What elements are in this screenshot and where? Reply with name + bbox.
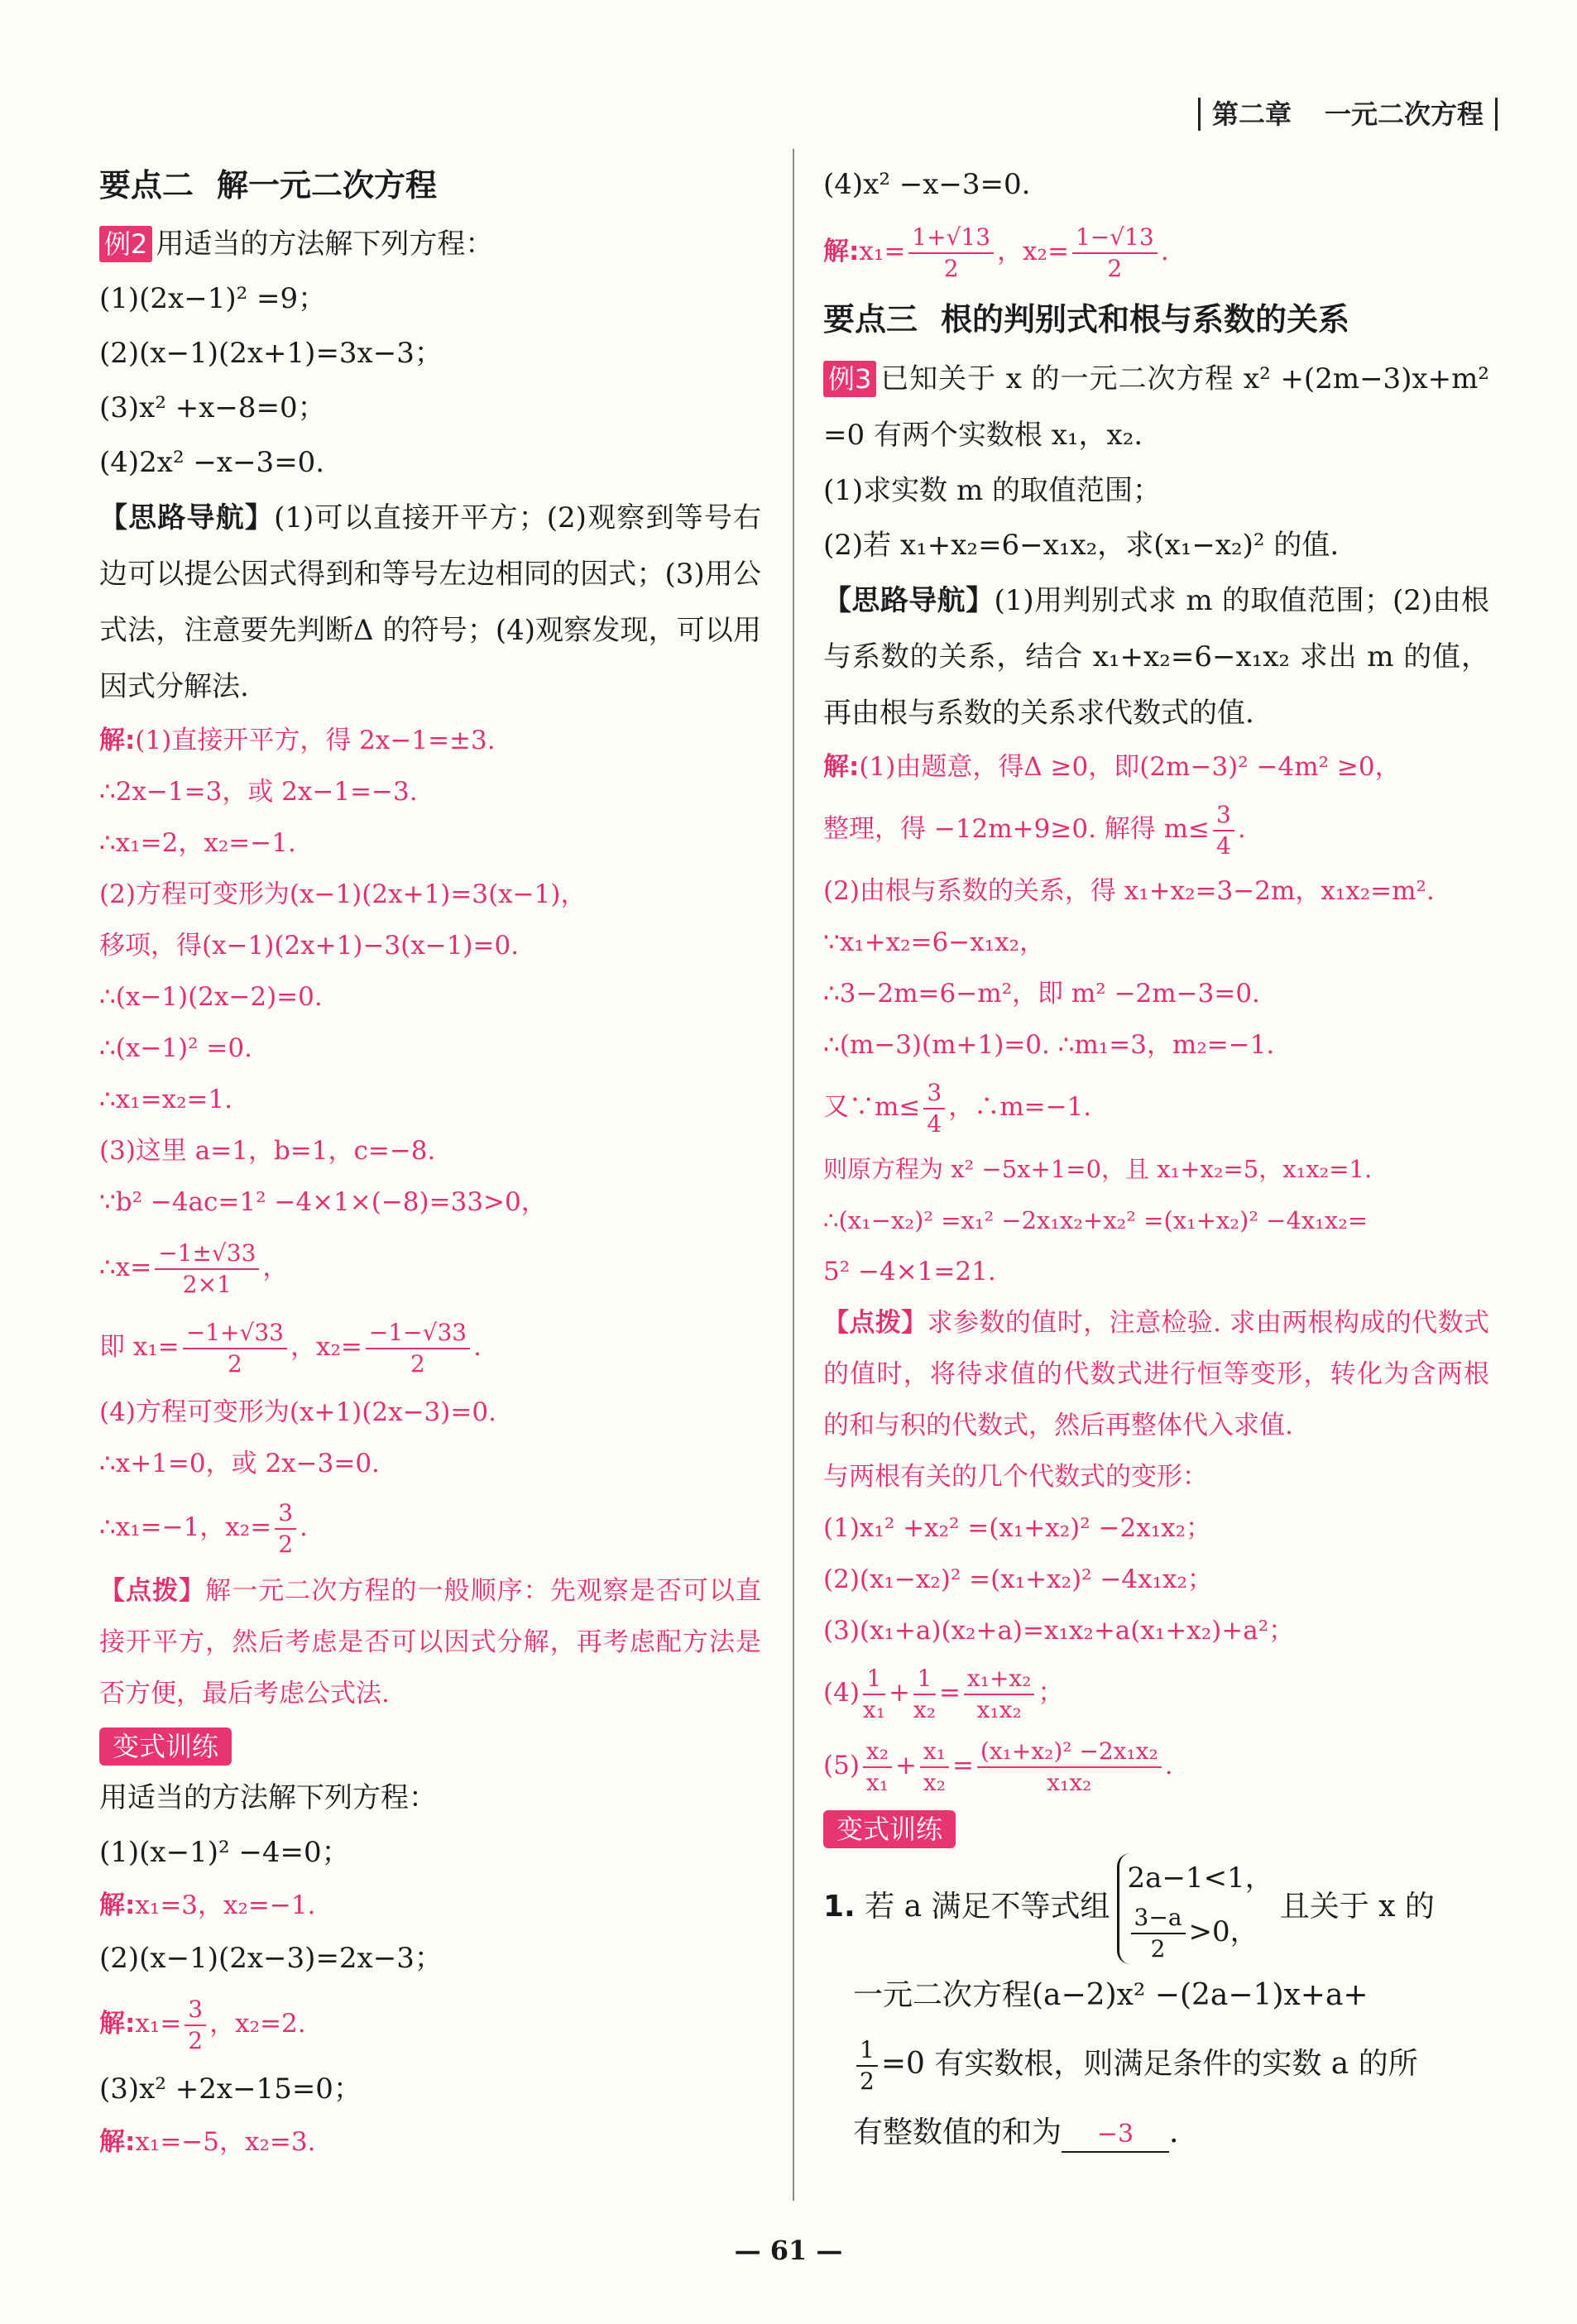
example-2-prompt: 例2 用适当的方法解下列方程：	[99, 217, 761, 271]
training-prompt: 用适当的方法解下列方程：	[99, 1781, 437, 1814]
chapter-label: 第二章	[1211, 98, 1292, 130]
fraction: $\frac{1}{2}$	[856, 2035, 878, 2096]
training-answer: 解:x₁=−5，x₂=3.	[99, 2127, 316, 2157]
fraction: $\frac{1}{\text{x₁}}$	[862, 1664, 885, 1723]
solution-line: ∵b² −4ac=1² −4×1×(−8)=33>0，	[99, 1187, 547, 1217]
section-title-3: 要点三 根的判别式和根与系数的关系	[823, 301, 1350, 338]
example-2-item: (3)x² +x−8=0；	[99, 391, 326, 424]
solution-line: (2)方程可变形为(x−1)(2x+1)=3(x−1)，	[99, 879, 587, 909]
tip-item: (4) $\frac{1}{\text{x₁}}$ + $\frac{1}{\text{x₂}}$ = $\frac{\text{x₁+x₂}}{\text{x₁x₂}}$ ；	[823, 1664, 1064, 1723]
example-3-question: (1)求实数 m 的取值范围；	[823, 474, 1162, 507]
training-question: (3)x² +2x−15=0；	[99, 2072, 362, 2106]
guide-tag: 【思路导航】	[823, 584, 995, 617]
solution-line: ∵x₁+x₂=6−x₁x₂，	[823, 927, 1046, 957]
guide-tag: 【思路导航】	[99, 501, 275, 534]
solution-line: (2)由根与系数的关系，得 x₁+x₂=3−2m，x₁x₂=m².	[823, 876, 1435, 906]
training-problem-1-line: $\frac{1}{2}$ =0 有实数根，则满足条件的实数 a 的所	[823, 2027, 1489, 2101]
fraction: $\frac{-1\pm√33}{2\times 1}$	[155, 1239, 259, 1300]
tip-tag: 【点拨】	[823, 1308, 928, 1338]
fraction: $\frac{1}{\text{x₂}}$	[913, 1664, 936, 1723]
example-3-tag: 例3	[823, 361, 876, 397]
solution-line: ∴(x−1)(2x−2)=0.	[99, 982, 323, 1012]
chapter-title: 一元二次方程	[1324, 98, 1484, 130]
fraction: $\frac{\text{x₂}}{\text{x₁}}$	[863, 1737, 892, 1798]
training-question: (2)(x−1)(2x−3)=2x−3；	[99, 1942, 443, 1975]
solution-line: 解:(1)由题意，得Δ ≥0，即(2m−3)² −4m² ≥0，	[823, 752, 1401, 782]
example-3-text: 例3 已知关于 x 的一元二次方程 x² +(2m−3)x+m² =0 有两个实数根 x₁，x₂.	[823, 362, 1489, 452]
fraction: $\frac{\text{x₁}}{\text{x₂}}$	[920, 1737, 949, 1798]
solution-line: 则原方程为 x² −5x+1=0，且 x₁+x₂=5，x₁x₂=1.	[823, 1155, 1373, 1183]
training-problem-1-line: 有整数值的和为 −3 .	[823, 2101, 1489, 2164]
solution-line: 解:(1)直接开平方，得 2x−1=±3.	[99, 726, 496, 755]
example-2-item: (4)2x² −x−3=0.	[99, 446, 325, 479]
solution-line-roots: ∴x₁=−1，x₂= $\frac{3}{2}$ .	[99, 1498, 308, 1558]
section-title-2: 要点二 解一元二次方程	[99, 167, 438, 204]
tip-item: (5) $\frac{\text{x₂}}{\text{x₁}}$ + $\frac{\text{x₁}}{\text{x₂}}$ = $\frac{\text{(x₁+x₂)² −2x₁x₂}}{\text{x₁x₂}}$ .	[823, 1737, 1173, 1796]
example-2-item: (1)(2x−1)² =9；	[99, 282, 327, 315]
solution-line: ∴(x₁−x₂)² =x₁² −2x₁x₂+x₂² =(x₁+x₂)² −4x₁x₂=	[823, 1206, 1368, 1234]
fraction: $\frac{-1+√33}{2}$	[183, 1318, 287, 1379]
solution-line: (3)这里 a=1，b=1，c=−8.	[99, 1136, 436, 1166]
left-column	[99, 157, 761, 2168]
page-number: — 61 —	[734, 2235, 843, 2266]
fraction: $\frac{3}{4}$	[923, 1078, 945, 1139]
solution-line: (4)方程可变形为(x+1)(2x−3)=0.	[99, 1397, 496, 1427]
tip-item: (3)(x₁+a)(x₂+a)=x₁x₂+a(x₁+x₂)+a²；	[823, 1616, 1295, 1646]
fraction: $\frac{3-a}{2}$	[1131, 1903, 1186, 1964]
answer-blank[interactable]: −3	[1062, 2118, 1169, 2153]
fraction: $\frac{3}{2}$	[275, 1498, 296, 1560]
column-divider	[793, 149, 794, 2201]
solution-line: ∴(m−3)(m+1)=0. ∴m₁=3，m₂=−1.	[823, 1030, 1275, 1060]
variant-training-tag: 变式训练	[823, 1810, 956, 1848]
training-question: (1)(x−1)² −4=0；	[99, 1836, 350, 1869]
tip-tag: 【点拨】	[99, 1576, 206, 1606]
fraction: $\frac{\text{x₁+x₂}}{\text{x₁x₂}}$	[964, 1664, 1035, 1725]
solution-line: 移项，得(x−1)(2x+1)−3(x−1)=0.	[99, 931, 520, 961]
solution-line: 5² −4×1=21.	[823, 1257, 996, 1287]
solution-line: 整理，得 −12m+9≥0. 解得 m≤ $\frac{3}{4}$ .	[823, 800, 1246, 860]
inequality-system: 2a−1<1， $\frac{3-a}{2}$ >0，	[1117, 1853, 1273, 1964]
variant-training-tag: 变式训练	[99, 1727, 232, 1766]
fraction: $\frac{-1-√33}{2}$	[366, 1318, 470, 1379]
fraction: $\frac{1+√13}{2}$	[908, 223, 994, 284]
tip-item: (1)x₁² +x₂² =(x₁+x₂)² −2x₁x₂；	[823, 1513, 1212, 1543]
fraction: $\frac{3}{4}$	[1213, 800, 1234, 861]
guide-paragraph: 【思路导航】(1)可以直接开平方；(2)观察到等号右边可以提公因式得到和等号左边相同的因式；(3)用公式法，注意要先判断Δ 的符号；(4)观察发现，可以用因式分解法.	[99, 501, 762, 703]
guide-paragraph: 【思路导航】(1)用判别式求 m 的取值范围；(2)由根与系数的关系，结合 x₁+x₂=6−x₁x₂ 求出 m 的值，再由根与系数的关系求代数式的值.	[823, 584, 1490, 730]
example-2-tag: 例2	[99, 226, 152, 262]
solution-line-roots: 解:x₁= $\frac{1+√13}{2}$ ，x₂= $\frac{1-√13}{2}$ .	[823, 223, 1169, 282]
training-answer: 解:x₁= $\frac{3}{2}$ ，x₂=2.	[99, 1995, 306, 2054]
training-answer: 解:x₁=3，x₂=−1.	[99, 1890, 316, 1920]
tip-paragraph: 【点拨】求参数的值时，注意检验. 求由两根构成的代数式的值时，将待求值的代数式进行恒等变形，转化为含两根的和与积的代数式，然后再整体代入求值.	[823, 1308, 1489, 1440]
solution-line: ∴3−2m=6−m²，即 m² −2m−3=0.	[823, 979, 1260, 1009]
fraction: $\frac{1-√13}{2}$	[1072, 223, 1158, 284]
fraction: $\frac{3}{2}$	[185, 1995, 206, 2056]
example-2-item: (2)(x−1)(2x+1)=3x−3；	[99, 337, 443, 370]
example-3-question: (2)若 x₁+x₂=6−x₁x₂，求(x₁−x₂)² 的值.	[823, 529, 1340, 562]
tip-list-title: 与两根有关的几个代数式的变形：	[823, 1462, 1208, 1492]
solution-line: ∴2x−1=3，或 2x−1=−3.	[99, 777, 418, 807]
solution-line: ∴x₁=2，x₂=−1.	[99, 828, 296, 858]
training-problem-1-line: 一元二次方程(a−2)x² −(2a−1)x+a+	[853, 1978, 1368, 2012]
solution-line-roots: 即 x₁= $\frac{-1+√33}{2}$ ，x₂= $\frac{-1-√33}{2}$ .	[99, 1318, 482, 1378]
solution-line: ∴x+1=0，或 2x−3=0.	[99, 1449, 380, 1478]
tip-item: (2)(x₁−x₂)² =(x₁+x₂)² −4x₁x₂；	[823, 1565, 1213, 1594]
fraction: $\frac{\text{(x₁+x₂)² −2x₁x₂}}{\text{x₁x₂}}$	[977, 1737, 1162, 1798]
example-2-item: (4)x² −x−3=0.	[823, 168, 1031, 201]
solution-line: ∴x₁=x₂=1.	[99, 1085, 233, 1114]
training-problem-1: 1. 若 a 满足不等式组 2a−1<1， $\frac{3-a}{2}$ >0， 且关于 x 的	[823, 1853, 1489, 1964]
solution-line-formula: ∴x= $\frac{-1\pm√33}{2\times 1}$ ，	[99, 1239, 289, 1298]
chapter-header	[1198, 98, 1498, 131]
solution-line: 又∵m≤ $\frac{3}{4}$ ，∴m=−1.	[823, 1078, 1092, 1138]
right-column	[823, 157, 1489, 2164]
solution-line: ∴(x−1)² =0.	[99, 1033, 252, 1063]
tip-paragraph: 【点拨】解一元二次方程的一般顺序：先观察是否可以直接开平方，然后考虑是否可以因式分解，再考虑配方法是否方便，最后考虑公式法.	[99, 1576, 762, 1708]
